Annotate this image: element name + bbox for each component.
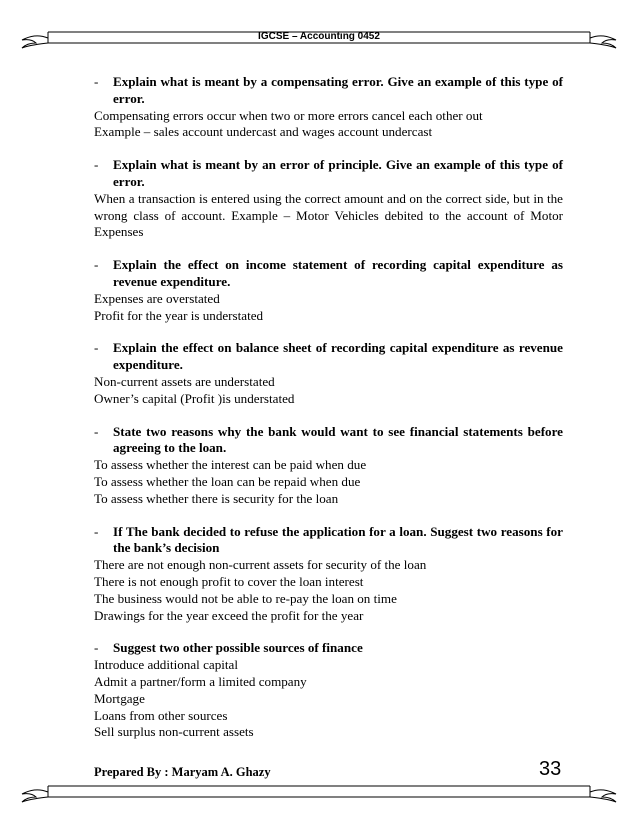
answer-line: There is not enough profit to cover the loan interest xyxy=(94,573,364,589)
answer-line: Drawings for the year exceed the profit for the year xyxy=(94,607,364,623)
answer-line: Compensating errors occur when two or more errors cancel each other out xyxy=(94,107,483,123)
answer-line: There are not enough non-current assets for security of the loan xyxy=(94,557,427,573)
section-loan-refusal xyxy=(94,524,563,625)
question: - Explain the effect on income statement of recording capital expenditure as revenue expenditure. xyxy=(94,257,563,289)
answer-line: Mortgage xyxy=(94,690,145,706)
answer-line: Example – sales account undercast and wages account undercast xyxy=(94,124,433,140)
question: - Explain what is meant by an error of principle. Give an example of this type of error. xyxy=(94,157,563,189)
section-error-of-principle xyxy=(94,157,563,241)
answer-line: Admit a partner/form a limited company xyxy=(94,673,307,689)
answer-line: To assess whether the interest can be paid when due xyxy=(94,457,367,473)
answer-line: Expenses are overstated xyxy=(94,290,220,306)
answer-line: Owner’s capital (Profit )is understated xyxy=(94,390,295,406)
answer-line: To assess whether the loan can be repaid when due xyxy=(94,473,361,489)
footer-author: Prepared By : Maryam A. Ghazy xyxy=(94,765,271,779)
answer-line: Profit for the year is understated xyxy=(94,307,264,323)
question: - State two reasons why the bank would want to see financial statements before agreeing to the loan. xyxy=(94,423,563,456)
answer-line: The business would not be able to re-pay the loan on time xyxy=(94,590,397,606)
answer-line: To assess whether there is security for the loan xyxy=(94,490,339,506)
section-income-statement-effect xyxy=(94,257,563,324)
section-compensating-error xyxy=(94,74,563,141)
question: - Suggest two other possible sources of finance xyxy=(94,640,363,656)
document-body xyxy=(94,74,563,741)
question: - If The bank decided to refuse the application for a loan. Suggest two reasons for the bank’s decision xyxy=(94,523,563,556)
answer-line: When a transaction is entered using the correct amount and on the correct side, but in the wrong class of account. Example – Motor Vehicles debited to the account of Motor Expenses xyxy=(94,190,563,240)
answer-line: Introduce additional capital xyxy=(94,657,238,673)
answer-line: Loans from other sources xyxy=(94,707,228,723)
answer-line: Sell surplus non-current assets xyxy=(94,724,254,740)
footer-scroll-border xyxy=(0,782,638,812)
question: - Explain the effect on balance sheet of recording capital expenditure as revenue expenditure. xyxy=(94,340,563,373)
question: - Explain what is meant by a compensating error. Give an example of this type of error. xyxy=(94,74,563,106)
section-bank-reasons xyxy=(94,424,563,508)
header-title: IGCSE – Accounting 0452 xyxy=(258,31,380,42)
answer-line: Non-current assets are understated xyxy=(94,373,275,389)
section-balance-sheet-effect xyxy=(94,340,563,407)
page-number: 33 xyxy=(539,758,562,780)
section-sources-of-finance xyxy=(94,640,563,741)
